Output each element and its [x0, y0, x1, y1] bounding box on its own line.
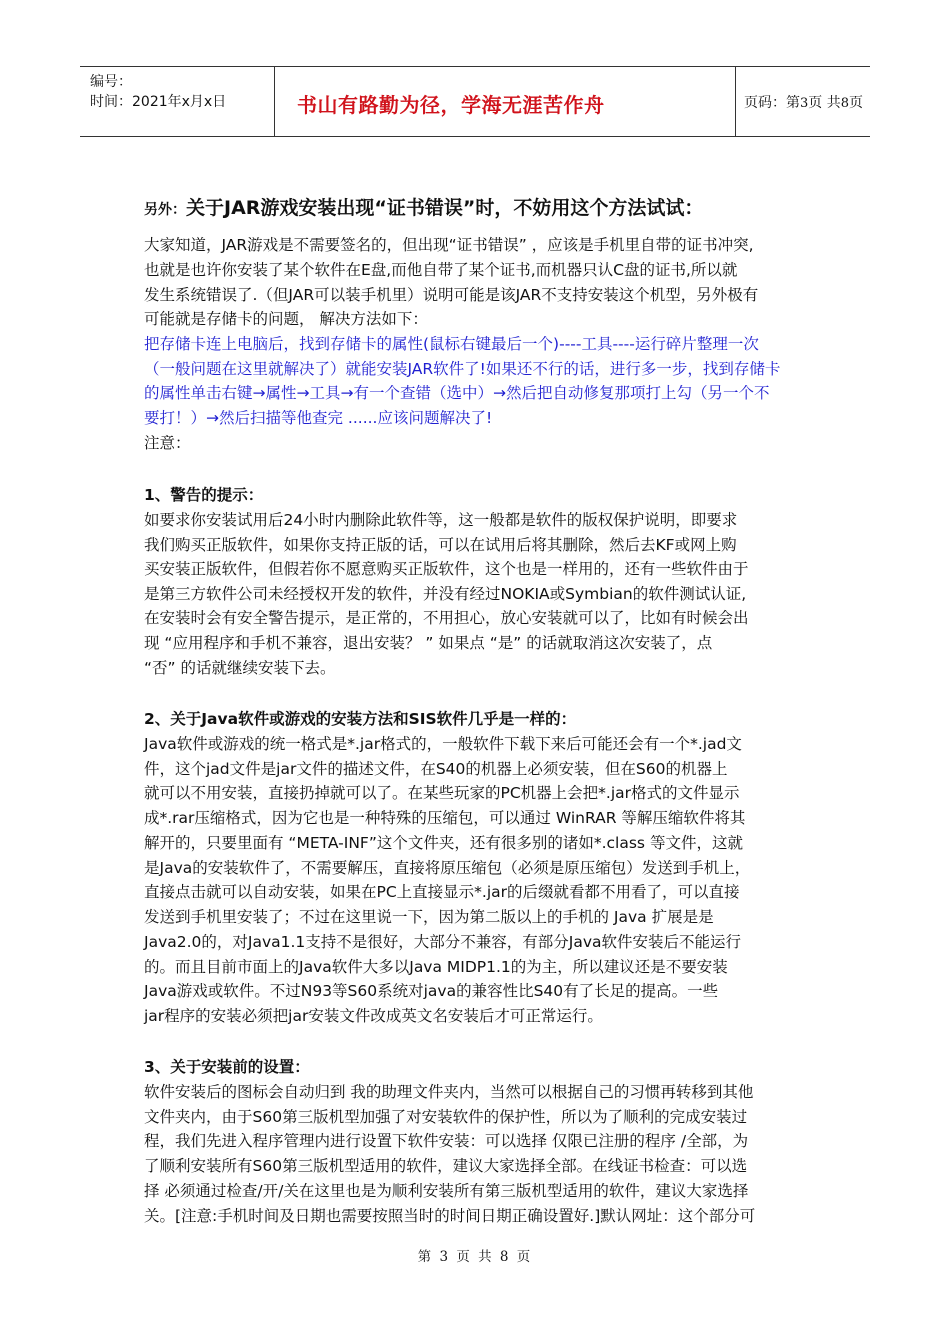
text-line: 择 必须通过检查/开/关在这里也是为顺利安装所有第三版机型适用的软件，建议大家选择 — [144, 1182, 749, 1200]
article-title: 另外：关于JAR游戏安装出现“证书错误”时，不妨用这个方法试试： — [144, 197, 704, 219]
header-page-number: 页码：第3页 共8页 — [744, 95, 864, 111]
text-line: 在安装时会有安全警告提示，是正常的，不用担心，放心安装就可以了，比如有时候会出 — [144, 609, 749, 627]
text-line: “否” 的话就继续安装下去。 — [144, 659, 336, 677]
header-motto: 书山有路勤为径，学海无涯苦作舟 — [297, 93, 605, 117]
text-line: 把存储卡连上电脑后，找到存储卡的属性(鼠标右键最后一个)----工具----运行碎片整理一次 — [144, 335, 759, 353]
text-line: Java2.0的，对Java1.1支持不是很好，大部分不兼容，有部分Java软件安装后不能运行 — [144, 933, 742, 951]
text-line: 了顺利安装所有S60第三版机型适用的软件，建议大家选择全部。在线证书检查：可以选 — [144, 1157, 748, 1175]
header-motto-cell — [275, 67, 736, 136]
text-line: 也就是也许你安装了某个软件在E盘,而他自带了某个证书,而机器只认C盘的证书,所以就 — [144, 261, 738, 279]
text-line: 软件安装后的图标会自动归到 我的助理文件夹内，当然可以根据自己的习惯再转移到其他 — [144, 1083, 754, 1101]
document-number-label: 编号： — [90, 74, 132, 90]
text-line: 的。而且目前市面上的Java软件大多以Java MIDP1.1的为主，所以建议还是不要安装 — [144, 958, 728, 976]
text-line: 文件夹内，由于S60第三版机型加强了对安装软件的保护性，所以为了顺利的完成安装过 — [144, 1108, 748, 1126]
text-line: 是第三方软件公司未经授权开发的软件，并没有经过NOKIA或Symbian的软件测试认证, — [144, 585, 747, 603]
text-line: Java软件或游戏的统一格式是*.jar格式的，一般软件下载下来后可能还会有一个*.jad文 — [144, 735, 742, 753]
text-line: 要打！）→然后扫描等他查完 ......应该问题解决了! — [144, 409, 493, 427]
text-line: （一般问题在这里就解决了）就能安装JAR软件了!如果还不行的话，进行多一步，找到存储卡 — [144, 360, 781, 378]
text-line: 现 “应用程序和手机不兼容，退出安装？ ” 如果点 “是” 的话就取消这次安装了，点 — [144, 634, 713, 652]
section-heading: 2、关于Java软件或游戏的安装方法和SIS软件几乎是一样的： — [144, 710, 577, 728]
text-line: 就可以不用安装，直接扔掉就可以了。在某些玩家的PC机器上会把*.jar格式的文件显示 — [144, 784, 740, 802]
text-line: jar程序的安装必须把jar安装文件改成英文名安装后才可正常运行。 — [144, 1007, 603, 1025]
text-line: 的属性单击右键→属性→工具→有一个查错（选中）→然后把自动修复那项打上勾（另一个不 — [144, 384, 770, 402]
section-heading: 1、警告的提示： — [144, 486, 264, 504]
text-line: 大家知道，JAR游戏是不需要签名的，但出现“证书错误” ，应该是手机里自带的证书冲突, — [144, 236, 754, 254]
section-heading: 3、关于安装前的设置： — [144, 1058, 310, 1076]
text-line: 件，这个jad文件是jar文件的描述文件，在S40的机器上必须安装，但在S60的机器上 — [144, 760, 728, 778]
text-line: 发送到手机里安装了；不过在这里说一下，因为第二版以上的手机的 Java 扩展是是 — [144, 908, 714, 926]
text-line: 买安装正版软件，但假若你不愿意购买正版软件，这个也是一样用的，还有一些软件由于 — [144, 560, 749, 578]
note-label: 注意： — [144, 434, 191, 452]
header-info-cell — [80, 67, 275, 136]
text-line: 成*.rar压缩格式，因为它也是一种特殊的压缩包，可以通过 WinRAR 等解压缩软件将其 — [144, 809, 746, 827]
page-header — [80, 66, 870, 137]
document-date: 时间：2021年x月x日 — [90, 94, 227, 110]
text-line: 解开的，只要里面有 “META-INF”这个文件夹，还有很多别的诸如*.class 等文件，这就 — [144, 834, 743, 852]
text-line: 可能就是存储卡的问题， 解决方法如下： — [144, 310, 428, 328]
text-line: 发生系统错误了.（但JAR可以装手机里）说明可能是该JAR不支持安装这个机型，另外极有 — [144, 286, 759, 304]
text-line: Java游戏或软件。不过N93等S60系统对java的兼容性比S40有了长足的提高。一些 — [144, 982, 719, 1000]
text-line: 程，我们先进入程序管理内进行设置下软件安装：可以选择 仅限已注册的程序 /全部，为 — [144, 1132, 749, 1150]
text-line: 我们购买正版软件，如果你支持正版的话，可以在试用后将其删除，然后去KF或网上购 — [144, 536, 737, 554]
text-line: 直接点击就可以自动安装，如果在PC上直接显示*.jar的后缀就看都不用看了，可以直接 — [144, 883, 740, 901]
text-line: 关。[注意:手机时间及日期也需要按照当时的时间日期正确设置好.]默认网址：这个部分可 — [144, 1207, 756, 1225]
page-footer: 第 3 页 共 8 页 — [417, 1249, 533, 1265]
header-page-cell — [736, 67, 870, 136]
text-line: 如要求你安装试用后24小时内删除此软件等，这一般都是软件的版权保护说明，即要求 — [144, 511, 738, 529]
text-line: 是Java的安装软件了，不需要解压，直接将原压缩包（必须是原压缩包）发送到手机上， — [144, 859, 751, 877]
